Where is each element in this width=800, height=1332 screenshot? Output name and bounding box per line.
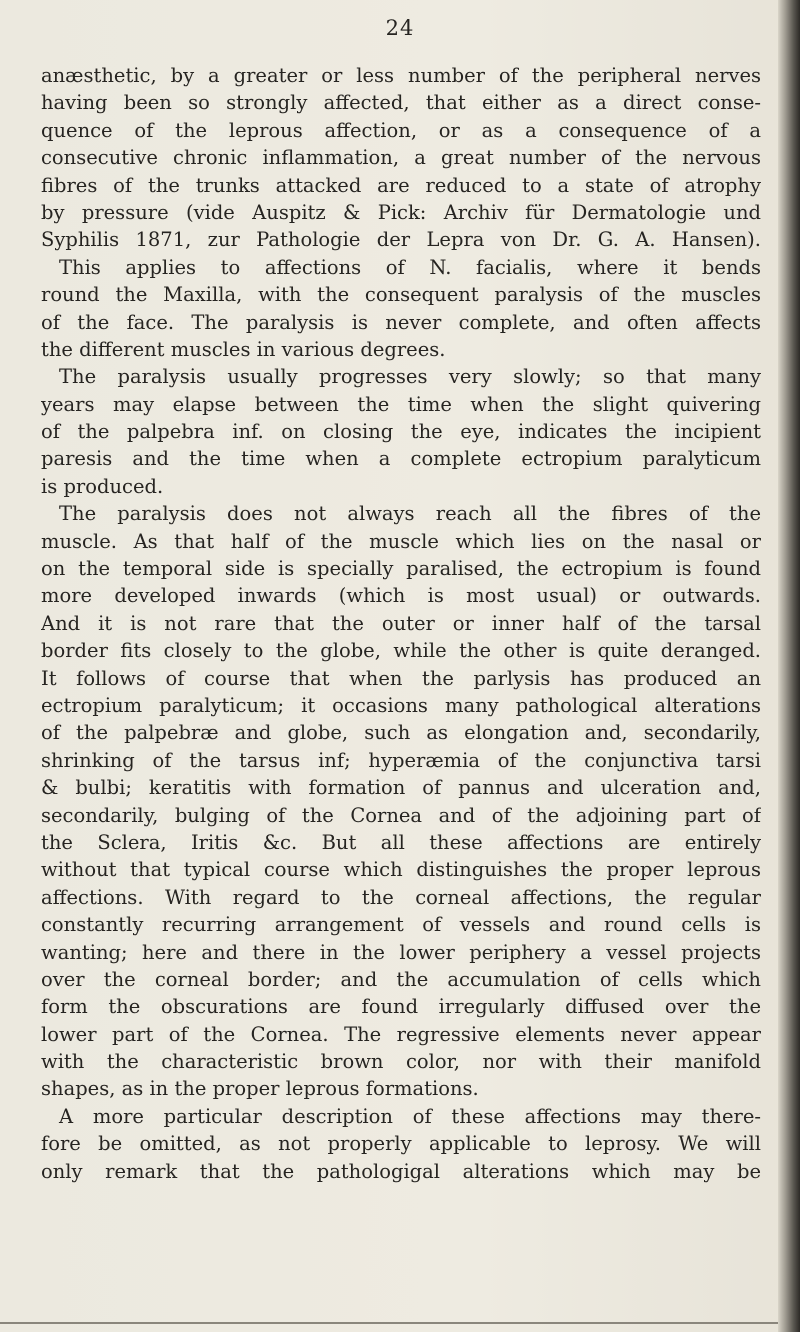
text-line: consecutive chronic inflammation, a great number of the nervous: [41, 146, 761, 170]
text-line: form the obscurations are found irregularly diffused over the: [41, 995, 761, 1019]
text-line: border fits closely to the globe, while the other is quite deranged.: [41, 639, 761, 663]
page-bottom-edge: [0, 1322, 778, 1324]
text-line: wanting; here and there in the lower periphery a vessel projects: [41, 940, 761, 964]
text-line: anæsthetic, by a greater or less number of the peripheral nerves: [41, 64, 761, 87]
text-line: ectropium paralyticum; it occasions many pathological alterations: [41, 693, 761, 717]
text-line: constantly recurring arrangement of vessels and round cells is: [41, 913, 761, 937]
text-line: having been so strongly affected, that either as a direct conse-: [41, 91, 761, 115]
text-line: lower part of the Cornea. The regressive elements never appear: [41, 1022, 761, 1046]
text-line: paresis and the time when a complete ectropium paralyticum: [41, 447, 761, 471]
text-line: without that typical course which distinguishes the proper leprous: [41, 858, 761, 882]
page-number: 24: [385, 16, 415, 40]
text-line: muscle. As that half of the muscle which lies on the nasal or: [41, 529, 761, 553]
body-text: [41, 62, 761, 1185]
text-line: shapes, as in the proper leprous formations.: [41, 1077, 479, 1101]
text-line: And it is not rare that the outer or inner half of the tarsal: [41, 611, 761, 635]
text-line: quence of the leprous affection, or as a consequence of a: [41, 118, 761, 142]
page-binding-edge: [778, 0, 800, 1332]
text-line: Syphilis 1871, zur Pathologie der Lepra von Dr. G. A. Hansen).: [41, 228, 761, 252]
text-line: fore be omitted, as not properly applicable to leprosy. We will: [41, 1132, 761, 1156]
text-line: round the Maxilla, with the consequent paralysis of the muscles: [41, 283, 761, 307]
text-line: of the palpebræ and globe, such as elongation and, secondarily,: [41, 721, 761, 745]
text-line: This applies to affections of N. facialis, where it bends: [59, 255, 761, 279]
text-line: more developed inwards (which is most usual) or outwards.: [41, 584, 761, 608]
text-line: of the palpebra inf. on closing the eye, indicates the incipient: [41, 420, 761, 444]
text-line: secondarily, bulging of the Cornea and of the adjoining part of: [41, 803, 761, 827]
text-line: fibres of the trunks attacked are reduced to a state of atrophy: [41, 173, 761, 197]
text-line: A more particular description of these affections may there-: [59, 1104, 761, 1128]
text-line: It follows of course that when the parlysis has produced an: [41, 666, 761, 690]
text-line: of the face. The paralysis is never complete, and often affects: [41, 310, 761, 334]
text-line: shrinking of the tarsus inf; hyperæmia of the conjunctiva tarsi: [41, 748, 761, 772]
text-line: is produced.: [41, 474, 164, 498]
text-line: the Sclera, Iritis &c. But all these affections are entirely: [41, 830, 761, 854]
text-line: The paralysis usually progresses very slowly; so that many: [59, 365, 761, 389]
text-line: by pressure (vide Auspitz & Pick: Archiv für Dermatologie und: [41, 200, 761, 224]
text-line: affections. With regard to the corneal affections, the regular: [41, 885, 761, 909]
text-line: the different muscles in various degrees.: [41, 337, 446, 361]
text-line: The paralysis does not always reach all the fibres of the: [59, 502, 761, 526]
text-line: & bulbi; keratitis with formation of pannus and ulceration and,: [41, 776, 761, 800]
text-line: with the characteristic brown color, nor with their manifold: [41, 1050, 761, 1074]
text-line: over the corneal border; and the accumulation of cells which: [41, 967, 761, 991]
text-line: only remark that the pathologigal alterations which may be: [41, 1159, 761, 1183]
text-line: on the temporal side is specially paralised, the ectropium is found: [41, 557, 761, 581]
text-line: years may elapse between the time when the slight quivering: [41, 392, 761, 416]
